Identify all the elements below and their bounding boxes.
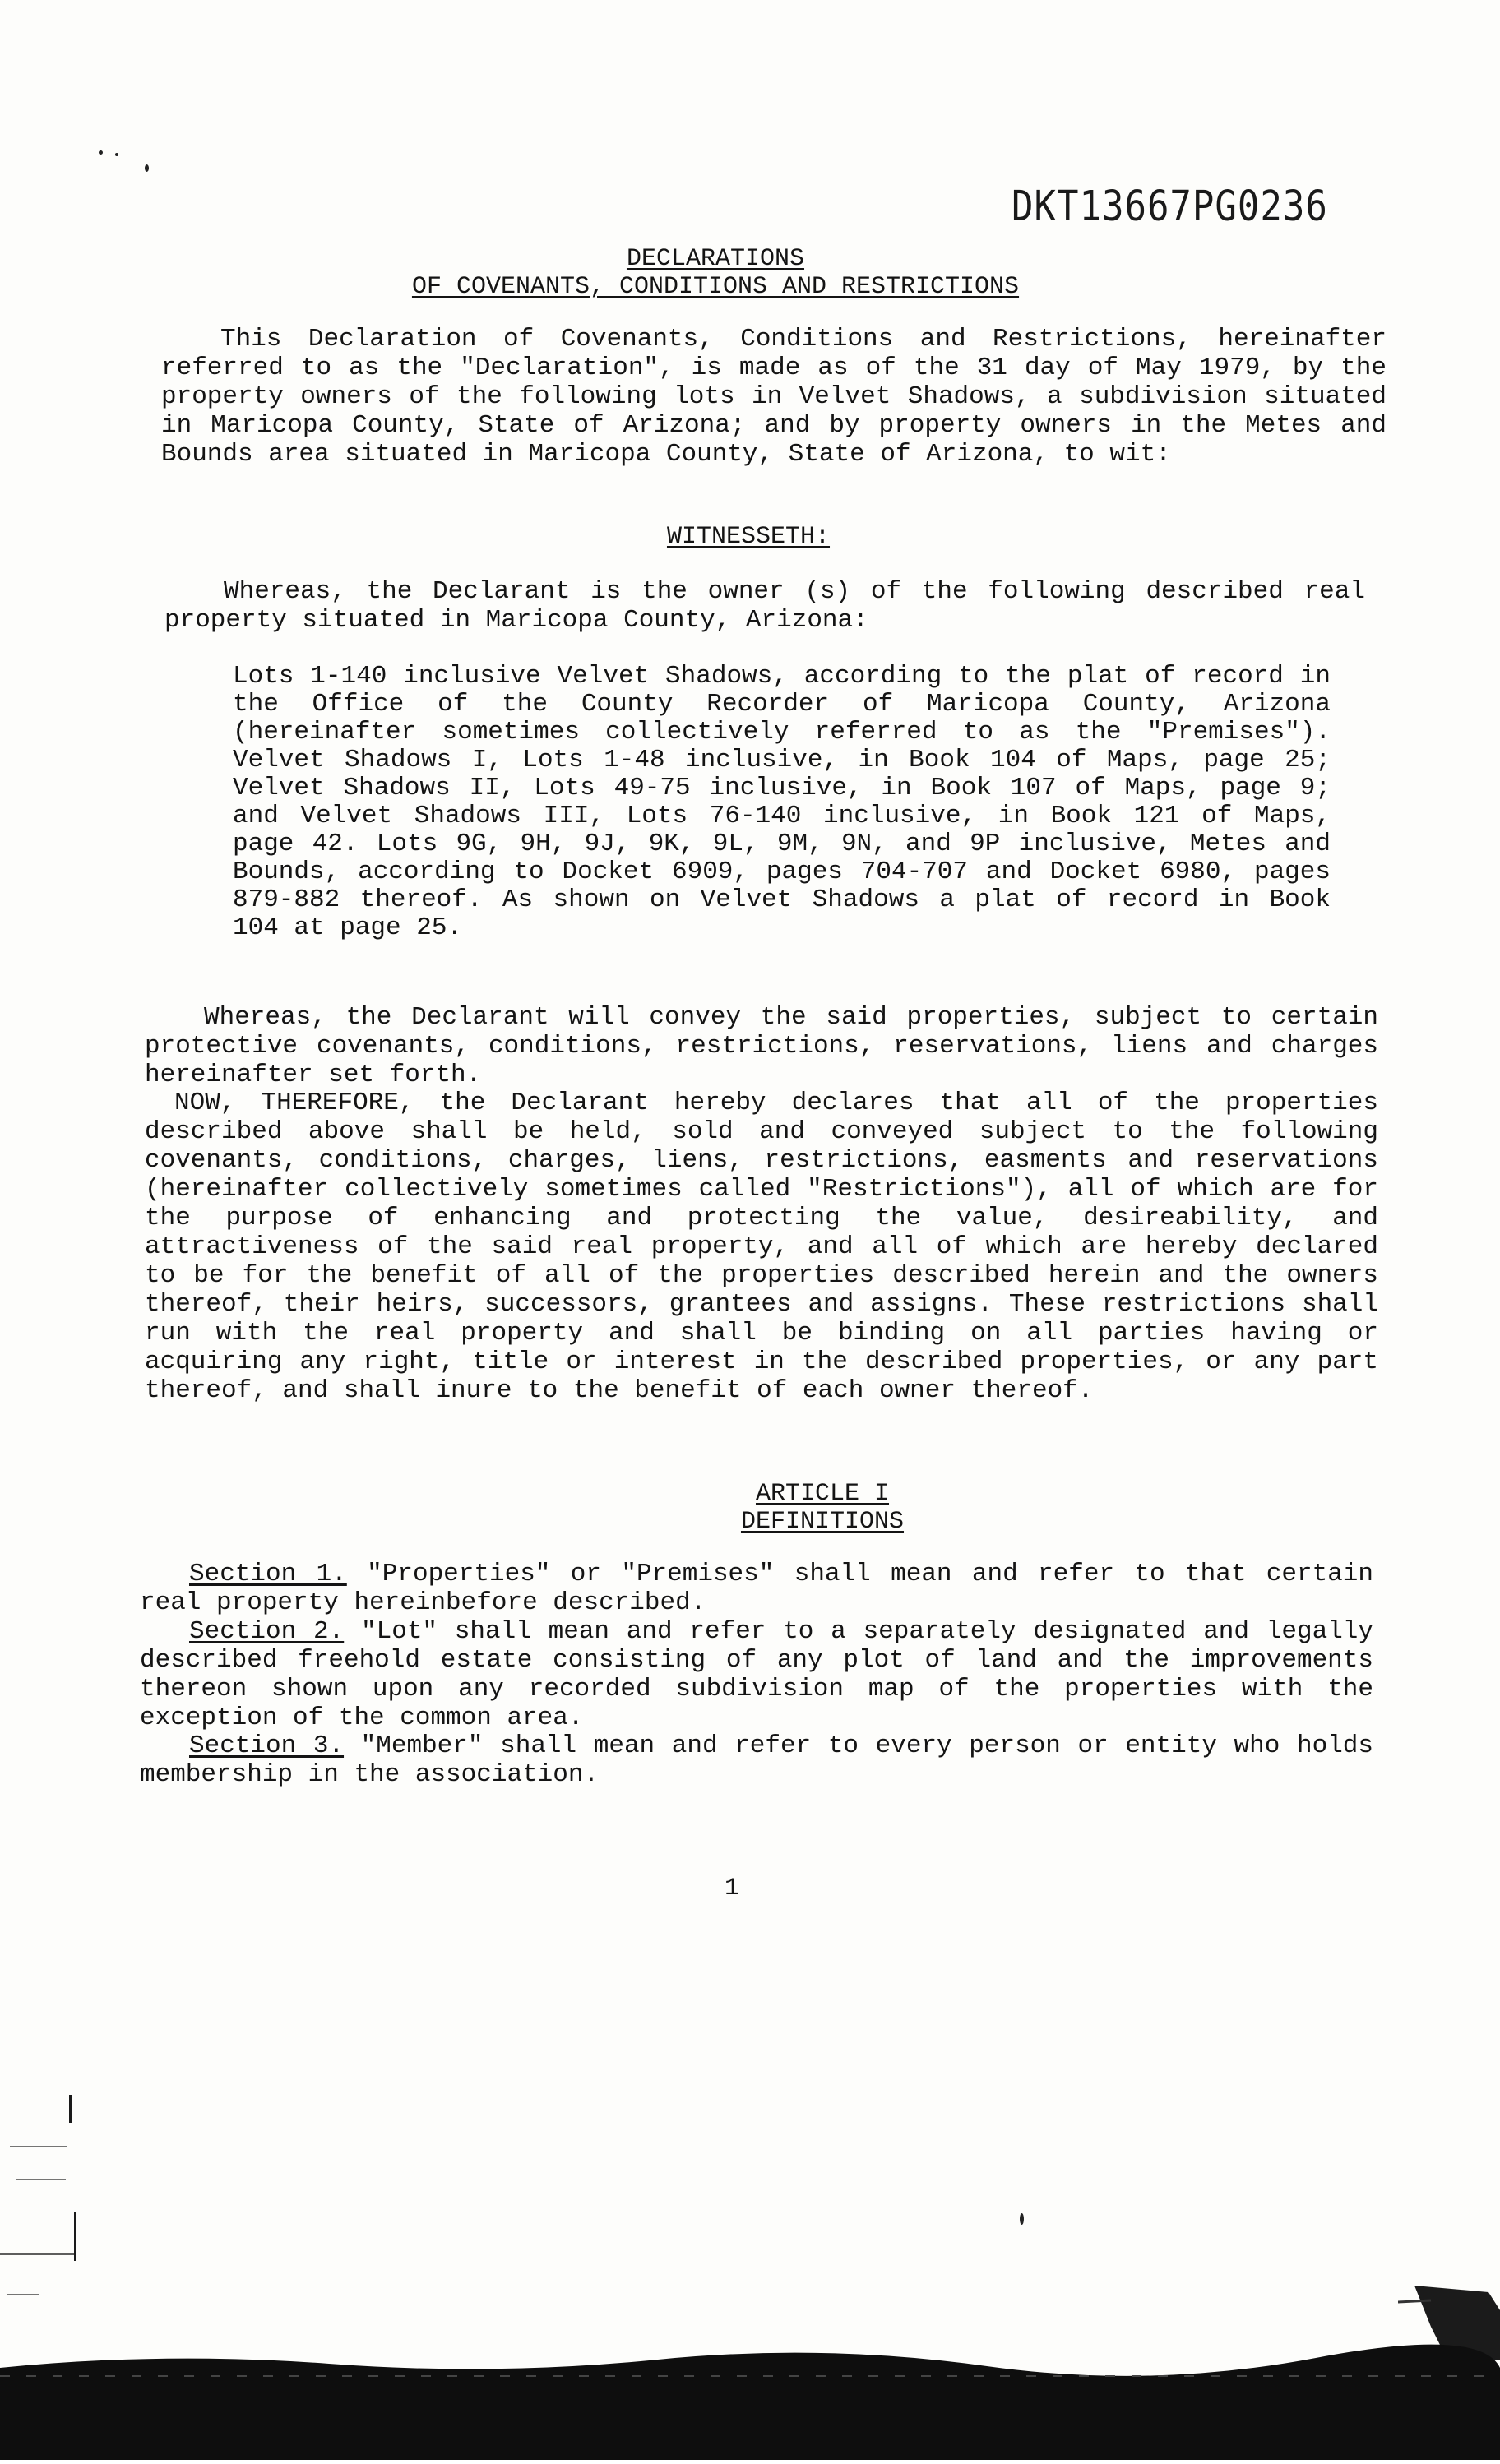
document-title-line1: DECLARATIONS [626,245,805,273]
section-3-text: "Member" shall mean and refer to every person or entity who holds membership in the association. [140,1731,1374,1789]
page-number: 1 [724,1875,739,1902]
now-therefore-paragraph [145,1089,1378,1405]
scan-mark [7,2294,39,2295]
scan-mark [74,2212,76,2261]
section-1 [140,1560,1373,1617]
scan-mark [10,2146,67,2147]
whereas-paragraph-1 [164,577,1365,635]
scan-bottom-edge [0,2343,1500,2460]
scan-speck [115,153,118,156]
intro-paragraph [161,325,1387,469]
scan-speck [145,164,149,172]
section-2-label: Section 2. [189,1617,345,1646]
intro-text: This Declaration of Covenants, Conditions and Restrictions, hereinafter referred to as the "Declaration", is made as of the 31 day of May 1979, by the property owners of the following lots in Velvet Shadows, a subdivision situated in Maricopa County, State of Arizona; and by property owners in the Metes and Bounds area situated in Maricopa County, State of Arizona, to wit: [161,325,1387,469]
scan-mark [0,2253,74,2255]
article-number: ARTICLE I [755,1480,890,1508]
scan-speck [99,150,103,155]
scan-bottom-edge-svg [0,2343,1500,2460]
scan-mark [16,2179,66,2180]
section-3-label: Section 3. [189,1731,345,1760]
scan-speck [1020,2213,1024,2225]
section-1-text: "Properties" or "Premises" shall mean and refer to that certain real property hereinbefore described. [140,1560,1374,1617]
section-2-text: "Lot" shall mean and refer to a separately designated and legally described freehold estate consisting of any plot of land and the improvements thereon shown upon any recorded subdivision map of the properties with the exception of the common area. [140,1617,1374,1732]
docket-stamp: DKT13667PG0236 [1012,183,1328,231]
now-therefore-text: NOW, THEREFORE, the Declarant hereby declares that all of the properties described above shall be held, sold and conveyed subject to the following covenants, conditions, charges, liens, restrictions, easments and reservations (hereinafter collectively sometimes called "Restrictions"), all of which are for the purpose of enhancing and protecting the value, desireability, and attractiveness of the said real property, and all of which are hereby declared to be for the benefit of all of the properties described herein and the owners thereof, their heirs, successors, grantees and assigns. These restrictions shall run with the real property and shall be binding on all parties having or acquiring any right, title or interest in the described properties, or any part thereof, and shall inure to the benefit of each owner thereof. [145,1089,1378,1405]
witnesseth-heading: WITNESSETH: [666,523,831,551]
section-2 [140,1617,1373,1732]
section-3 [140,1731,1373,1789]
section-1-label: Section 1. [189,1560,347,1588]
article-name: DEFINITIONS [740,1508,905,1536]
document-title-line2: OF COVENANTS, CONDITIONS AND RESTRICTIONS [411,273,1020,301]
scan-mark [69,2095,72,2123]
whereas-2-text: Whereas, the Declarant will convey the said properties, subject to certain protective covenants, conditions, restrictions, reservations, liens and charges hereinafter set forth. [145,1003,1378,1089]
property-description: Lots 1-140 inclusive Velvet Shadows, according to the plat of record in the Office of the County Recorder of Maricopa County, Arizona (hereinafter sometimes collectively referred to as the "Premises"). Velvet Shadows I, Lots 1-48 inclusive, in Book 104 of Maps, page 25; Velvet Shadows II, Lots 49-75 inclusive, in Book 107 of Maps, page 9; and Velvet Shadows III, Lots 76-140 inclusive, in Book 121 of Maps, page 42. Lots 9G, 9H, 9J, 9K, 9L, 9M, 9N, and 9P inclusive, Metes and Bounds, according to Docket 6909, pages 704-707 and Docket 6980, pages 879-882 thereof. As shown on Velvet Shadows a plat of record in Book 104 at page 25. [233,662,1331,942]
whereas-paragraph-2 [145,1003,1378,1089]
whereas-1-text: Whereas, the Declarant is the owner (s) of the following described real property situated in Maricopa County, Arizona: [164,577,1365,635]
